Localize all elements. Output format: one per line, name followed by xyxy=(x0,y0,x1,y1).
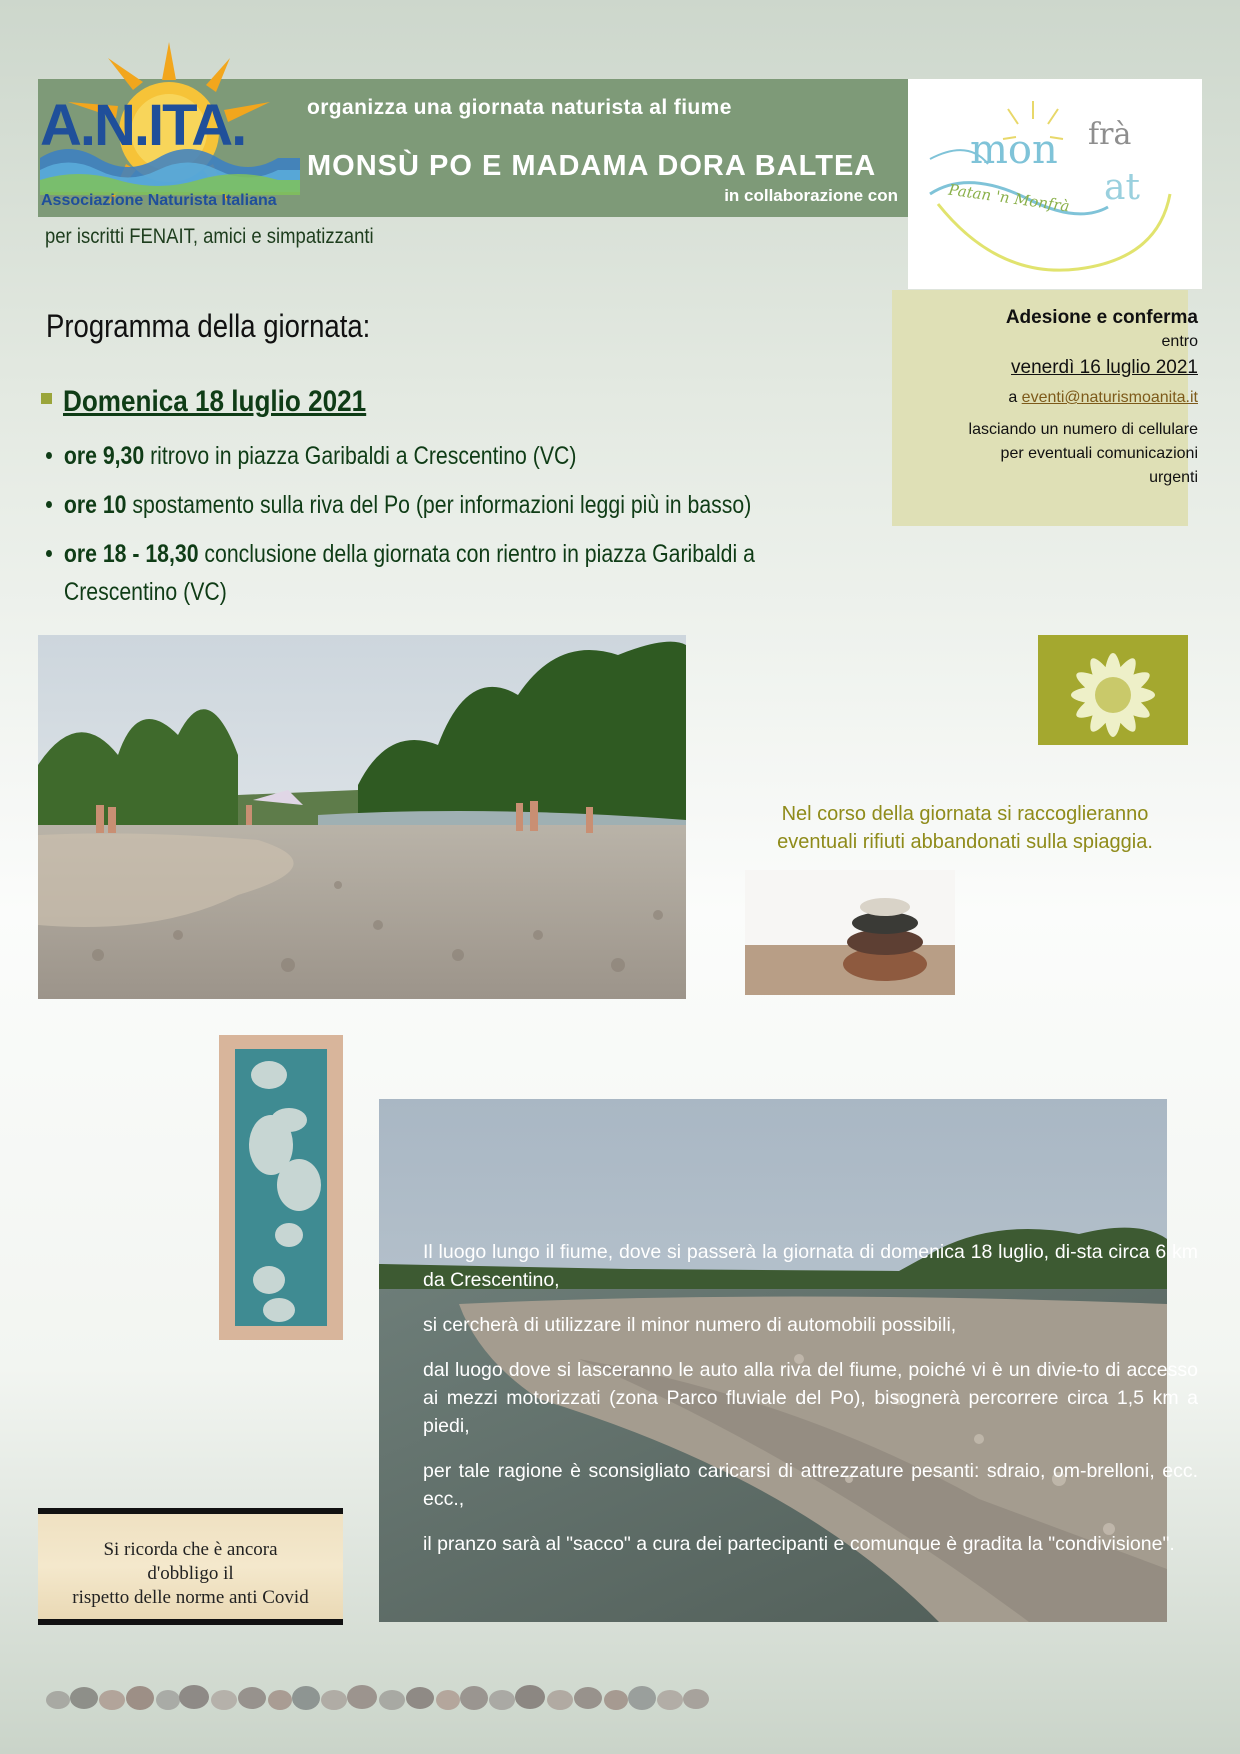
program-text: spostamento sulla riva del Po (per informazioni leggi più in basso) xyxy=(126,491,752,519)
waste-note-line: eventuali rifiuti abbandonati sulla spiaggia. xyxy=(777,831,1153,853)
program-item xyxy=(46,535,871,611)
program-text: conclusione della giornata con rientro in piazza Garibaldi a xyxy=(198,540,755,568)
registration-info xyxy=(888,306,1198,490)
square-bullet-icon xyxy=(41,393,52,404)
flower-photo xyxy=(1038,635,1188,745)
bullet-icon xyxy=(46,501,52,508)
logistics-info xyxy=(423,1238,1198,1575)
monfra-logo xyxy=(908,79,1202,289)
covid-notice-line: rispetto delle norme anti Covid xyxy=(72,1587,309,1608)
program-title: Programma della giornata: xyxy=(46,308,371,344)
covid-notice-line: d'obbligo il xyxy=(147,1563,234,1584)
monfra-word-at: at xyxy=(1104,167,1140,208)
email-link[interactable]: eventi@naturismoanita.it xyxy=(1021,389,1198,406)
river-beach-photo xyxy=(38,635,686,999)
covid-notice xyxy=(38,1508,343,1625)
program-time: ore 10 xyxy=(63,491,127,519)
registration-note: per eventuali comunicazioni xyxy=(1000,445,1198,462)
monfra-word-mon: mon xyxy=(970,127,1058,173)
registration-deadline-label: entro xyxy=(1161,333,1198,350)
program-text-continuation: Crescentino (VC) xyxy=(63,578,227,606)
header-subtitle: organizza una giornata naturista al fiume xyxy=(307,96,732,119)
info-paragraph: per tale ragione è sconsigliato caricarsi di attrezzature pesanti: sdraio, om-brelloni, ecc. ecc., xyxy=(423,1460,1198,1510)
email-prefix: a xyxy=(1008,389,1022,406)
pebble-row-decoration xyxy=(44,1678,744,1718)
pebble-frame-photo xyxy=(219,1035,343,1340)
collaboration-label: in collaborazione con xyxy=(724,186,898,205)
program-time: ore 18 - 18,30 xyxy=(63,540,199,568)
info-paragraph: dal luogo dove si lasceranno le auto alla riva del fiume, poiché vi è un divie-to di accesso ai mezzi motorizzati (zona Parco fluviale del Po), bisognerà percorrere circa 1,5 km a piedi, xyxy=(423,1359,1198,1437)
registration-note: urgenti xyxy=(1149,469,1198,486)
waste-collection-note xyxy=(700,800,1230,856)
info-paragraph: il pranzo sarà al "sacco" a cura dei partecipanti e comunque è gradita la "condivisione". xyxy=(423,1533,1175,1555)
program-item xyxy=(46,437,871,475)
info-paragraph: Il luogo lungo il fiume, dove si passerà la giornata di domenica 18 luglio, di-sta circa 6 km da Crescentino, xyxy=(423,1241,1198,1291)
anita-letters: A.N.ITA. xyxy=(40,93,246,158)
monfra-script: Patan 'n Monfrà xyxy=(947,180,1071,216)
registration-email-line xyxy=(888,386,1198,410)
event-date-heading: Domenica 18 luglio 2021 xyxy=(63,385,367,418)
registration-title: Adesione e conferma xyxy=(1005,307,1198,328)
program-time: ore 9,30 xyxy=(63,442,145,470)
info-paragraph: si cercherà di utilizzare il minor numero di automobili possibili, xyxy=(423,1314,957,1336)
monfra-word-fra: frà xyxy=(1088,117,1132,152)
program-text: ritrovo in piazza Garibaldi a Crescentino (VC) xyxy=(144,442,577,470)
anita-caption: Associazione Naturista Italiana xyxy=(41,192,277,209)
registration-deadline-date: venerdì 16 luglio 2021 xyxy=(1011,357,1198,378)
stacked-stones-photo xyxy=(745,870,955,995)
page-title: MONSÙ PO E MADAMA DORA BALTEA xyxy=(307,150,877,182)
bullet-icon xyxy=(46,452,52,459)
bullet-icon xyxy=(46,550,52,557)
program-item xyxy=(46,486,871,524)
anita-logo xyxy=(38,40,300,216)
covid-notice-line: Si ricorda che è ancora xyxy=(103,1539,278,1560)
registration-note: lasciando un numero di cellulare xyxy=(968,421,1198,438)
audience-label: per iscritti FENAIT, amici e simpatizzanti xyxy=(45,225,374,248)
waste-note-line: Nel corso della giornata si raccoglieranno xyxy=(781,803,1149,825)
